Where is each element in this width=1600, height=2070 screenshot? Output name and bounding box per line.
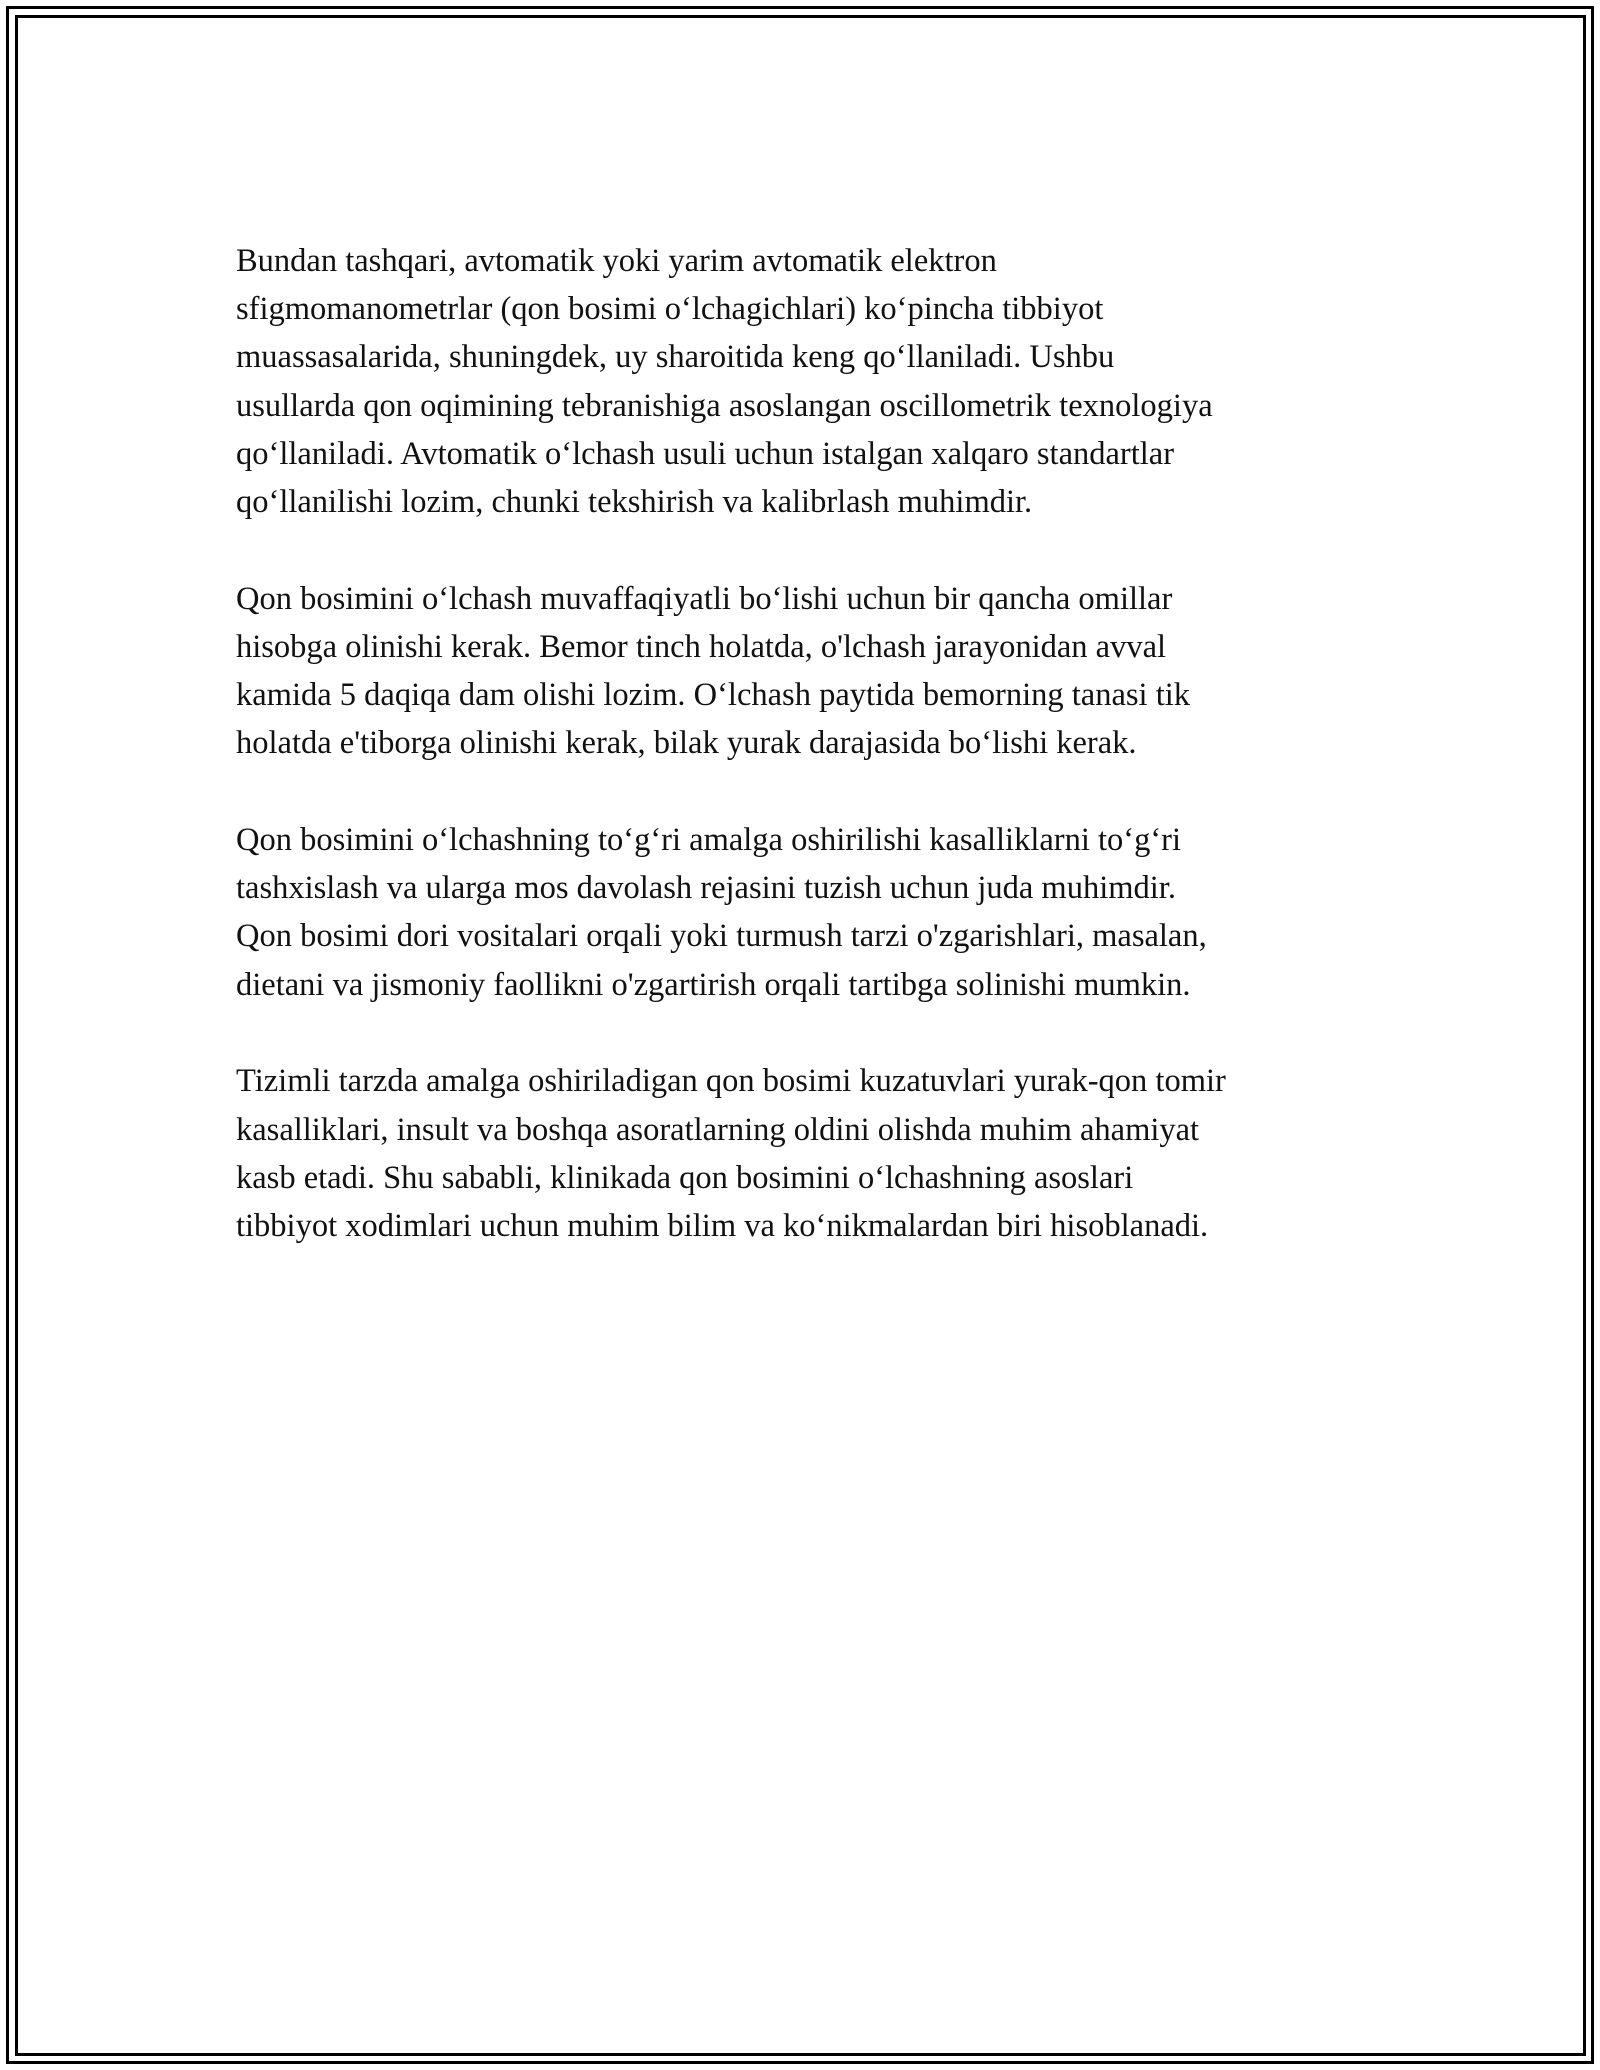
- paragraph-1: Bundan tashqari, avtomatik yoki yarim avtomatik elektron sfigmomanometrlar (qon bosimi o‘lchagichlari) ko‘pincha tibbiyot muassasalarida, shuningdek, uy sharoitida keng qo‘llaniladi. Ushbu usullarda qon oqimining tebranishiga asoslangan oscillometrik texnologiya qo‘llaniladi. Avtomatik o‘lchash usuli uchun istalgan xalqaro standartlar qo‘llanilishi lozim, chunki tekshirish va kalibrlash muhimdir.: [236, 243, 1213, 521]
- paragraph-3: Qon bosimini o‘lchashning to‘g‘ri amalga oshirilishi kasalliklarni to‘g‘ri tashxislash va ularga mos davolash rejasini tuzish uchun juda muhimdir. Qon bosimi dori vositalari orqali yoki turmush tarzi o'zgarishlari, masalan, dietani va jismoniy faollikni o'zgartirish orqali tartibga solinishi mumkin.: [236, 822, 1207, 1003]
- document-body: [236, 237, 1376, 1299]
- paragraph-2: Qon bosimini o‘lchash muvaffaqiyatli bo‘lishi uchun bir qancha omillar hisobga olinishi kerak. Bemor tinch holatda, o'lchash jarayonidan avval kamida 5 daqiqa dam olishi lozim. O‘lchash paytida bemorning tanasi tik holatda e'tiborga olinishi kerak, bilak yurak darajasida bo‘lishi kerak.: [236, 580, 1191, 762]
- paragraph-4: Tizimli tarzda amalga oshiriladigan qon bosimi kuzatuvlari yurak-qon tomir kasalliklari, insult va boshqa asoratlarning oldini olishda muhim ahamiyat kasb etadi. Shu sababli, klinikada qon bosimini o‘lchashning asoslari tibbiyot xodimlari uchun muhim bilim va ko‘nikmalardan biri hisoblanadi.: [236, 1063, 1226, 1244]
